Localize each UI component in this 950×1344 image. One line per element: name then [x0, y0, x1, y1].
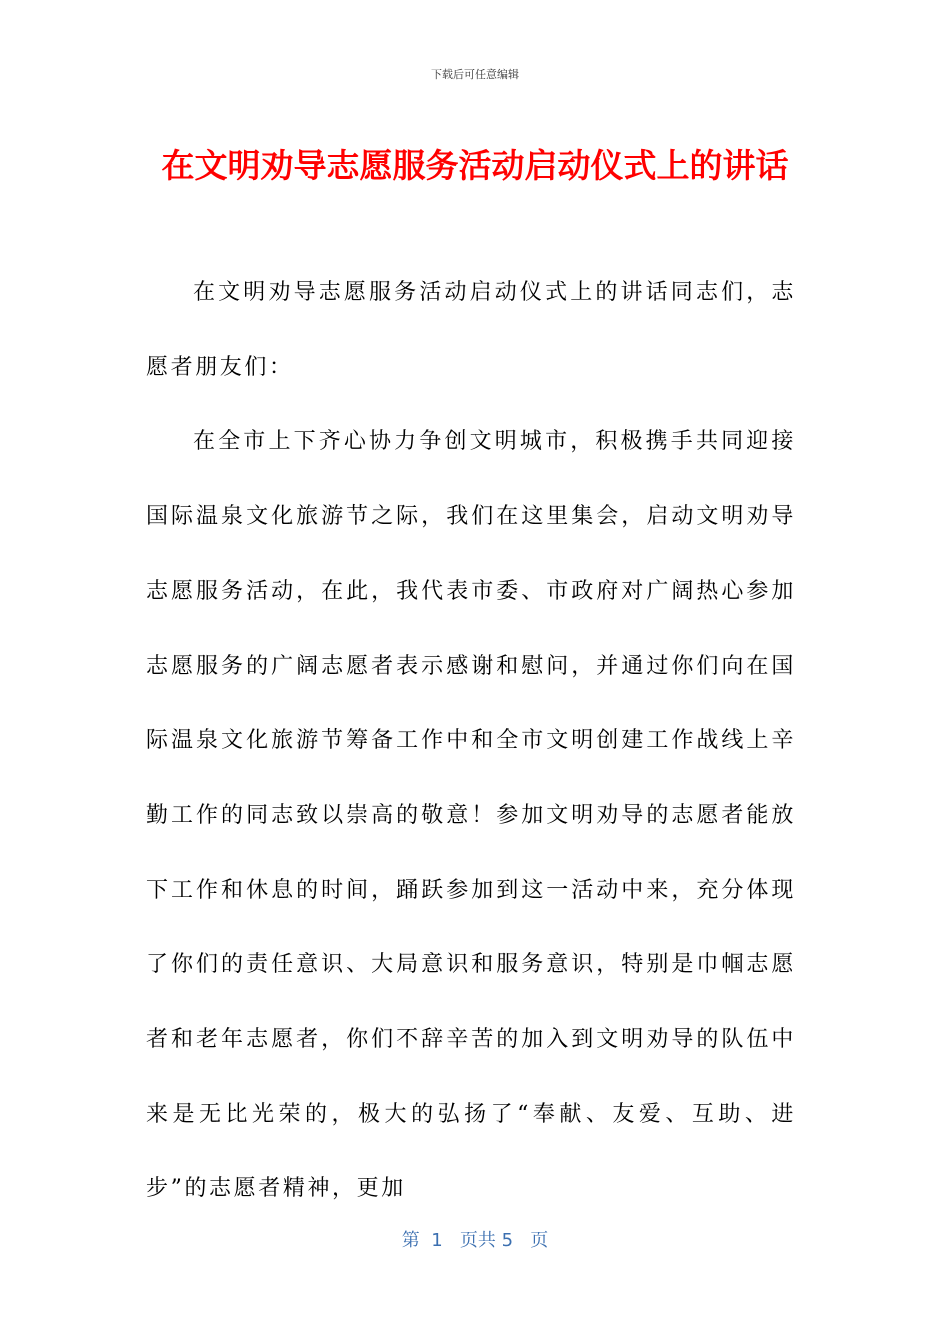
document-title: 在文明劝导志愿服务活动启动仪式上的讲话 [161, 146, 789, 185]
header-note: 下载后可任意编辑 [431, 68, 519, 81]
paragraph-main: 在全市上下齐心协力争创文明城市，积极携手共同迎接国际温泉文化旅游节之际，我们在这里集会，启动文明劝导志愿服务活动，在此，我代表市委、市政府对广阔热心参加志愿服务的广阔志愿者表示感谢和慰问，并通过你们向在国际温泉文化旅游节筹备工作中和全市文明创建工作战线上辛勤工作的同志致以崇高的敬意！参加文明劝导的志愿者能放下工作和休息的时间，踊跃参加到这一活动中来，充分体现了你们的责任意识、大局意识和服务意识，特别是巾帼志愿者和老年志愿者，你们不辞辛苦的加入到文明劝导的队伍中来是无比光荣的，极大的弘扬了“奉献、友爱、互助、进步”的志愿者精神，更加 [146, 429, 796, 1202]
paragraph-greeting: 在文明劝导志愿服务活动启动仪式上的讲话同志们，志愿者朋友们： [146, 280, 796, 380]
document-body [146, 256, 796, 1227]
page-footer: 第 1 页共 5 页 [401, 1230, 549, 1251]
